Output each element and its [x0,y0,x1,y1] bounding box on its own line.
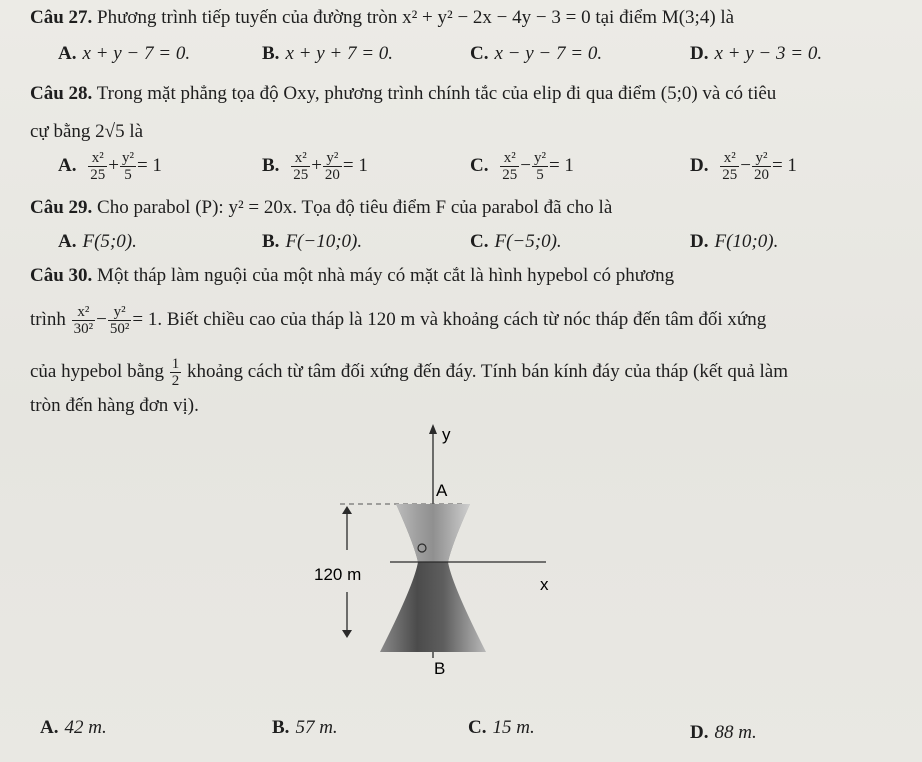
height-label: 120 m [314,565,362,584]
q30-stem-line2: trình $\frac{\text{x²}}{\text{30²}}$ − $\frac{\text{y²}}{\text{50²}}$ = 1. Biết chiều cao của tháp là 120 m và khoảng cách từ nóc tháp đến tâm đối xứng [30,304,767,337]
q30-stem-line3: của hypebol bằng $\frac{1}{2}$ khoảng cách từ tâm đối xứng đến đáy. Tính bán kính đáy của tháp (kết quả làm [30,356,789,389]
q28-option-c[interactable]: C. $\frac{\text{x²}}{25}$ − $\frac{\text{y²}}{5}$ = 1 [470,150,574,183]
q29-option-c[interactable]: C. F(−5;0). [470,231,562,252]
q29-option-b[interactable]: B. F(−10;0). [262,231,363,252]
q28-stem-line1: Câu 28. Trong mặt phẳng tọa độ Oxy, phương trình chính tắc của elip đi qua điểm (5;0) và có tiêu [30,83,777,104]
q27-text: Phương trình tiếp tuyến của đường tròn x² + y² − 2x − 4y − 3 = 0 tại điểm M(3;4) là [97,7,735,28]
x-axis-label: x [540,575,549,594]
point-a-label: A [436,481,448,500]
q28-number: Câu 28. [30,83,93,104]
q29-stem: Câu 29. Cho parabol (P): y² = 20x. Tọa độ tiêu điểm F của parabol đã cho là [30,197,613,218]
q30-stem-line4: tròn đến hàng đơn vị). [30,395,199,416]
q29-option-a[interactable]: A. F(5;0). [58,231,137,252]
y-axis-arrow [429,424,437,434]
q28-option-d[interactable]: D. $\frac{\text{x²}}{25}$ − $\frac{\text{y²}}{20}$ = 1 [690,150,797,183]
q28-stem-line2: cự bằng 2√5 là [30,121,144,142]
q27-option-c[interactable]: C. x − y − 7 = 0. [470,43,603,64]
q27-number: Câu 27. [30,7,93,28]
y-axis-label: y [442,425,451,444]
q30-option-c[interactable]: C. 15 m. [468,717,535,738]
q29-number: Câu 29. [30,197,93,218]
point-b-label: B [434,659,446,678]
q28-option-a[interactable]: A. $\frac{\text{x²}}{25}$ + $\frac{\text{y²}}{5}$ = 1 [58,150,162,183]
cooling-tower-figure [300,420,600,690]
q30-option-b[interactable]: B. 57 m. [272,717,338,738]
q30-option-a[interactable]: A. 42 m. [40,717,107,738]
q27-option-b[interactable]: B. x + y + 7 = 0. [262,43,394,64]
q29-option-d[interactable]: D. F(10;0). [690,231,779,252]
q27-stem [30,6,734,30]
q27-option-a[interactable]: A. x + y − 7 = 0. [58,43,191,64]
q30-number: Câu 30. [30,265,93,286]
q30-stem-line1: Câu 30. Một tháp làm nguội của một nhà máy có mặt cắt là hình hypebol có phương [30,265,675,286]
q30-option-d[interactable]: D. 88 m. [690,722,757,743]
q27-option-d[interactable]: D. x + y − 3 = 0. [690,43,823,64]
tower-top [396,504,470,562]
q28-option-b[interactable]: B. $\frac{\text{x²}}{25}$ + $\frac{\text{y²}}{20}$ = 1 [262,150,368,183]
